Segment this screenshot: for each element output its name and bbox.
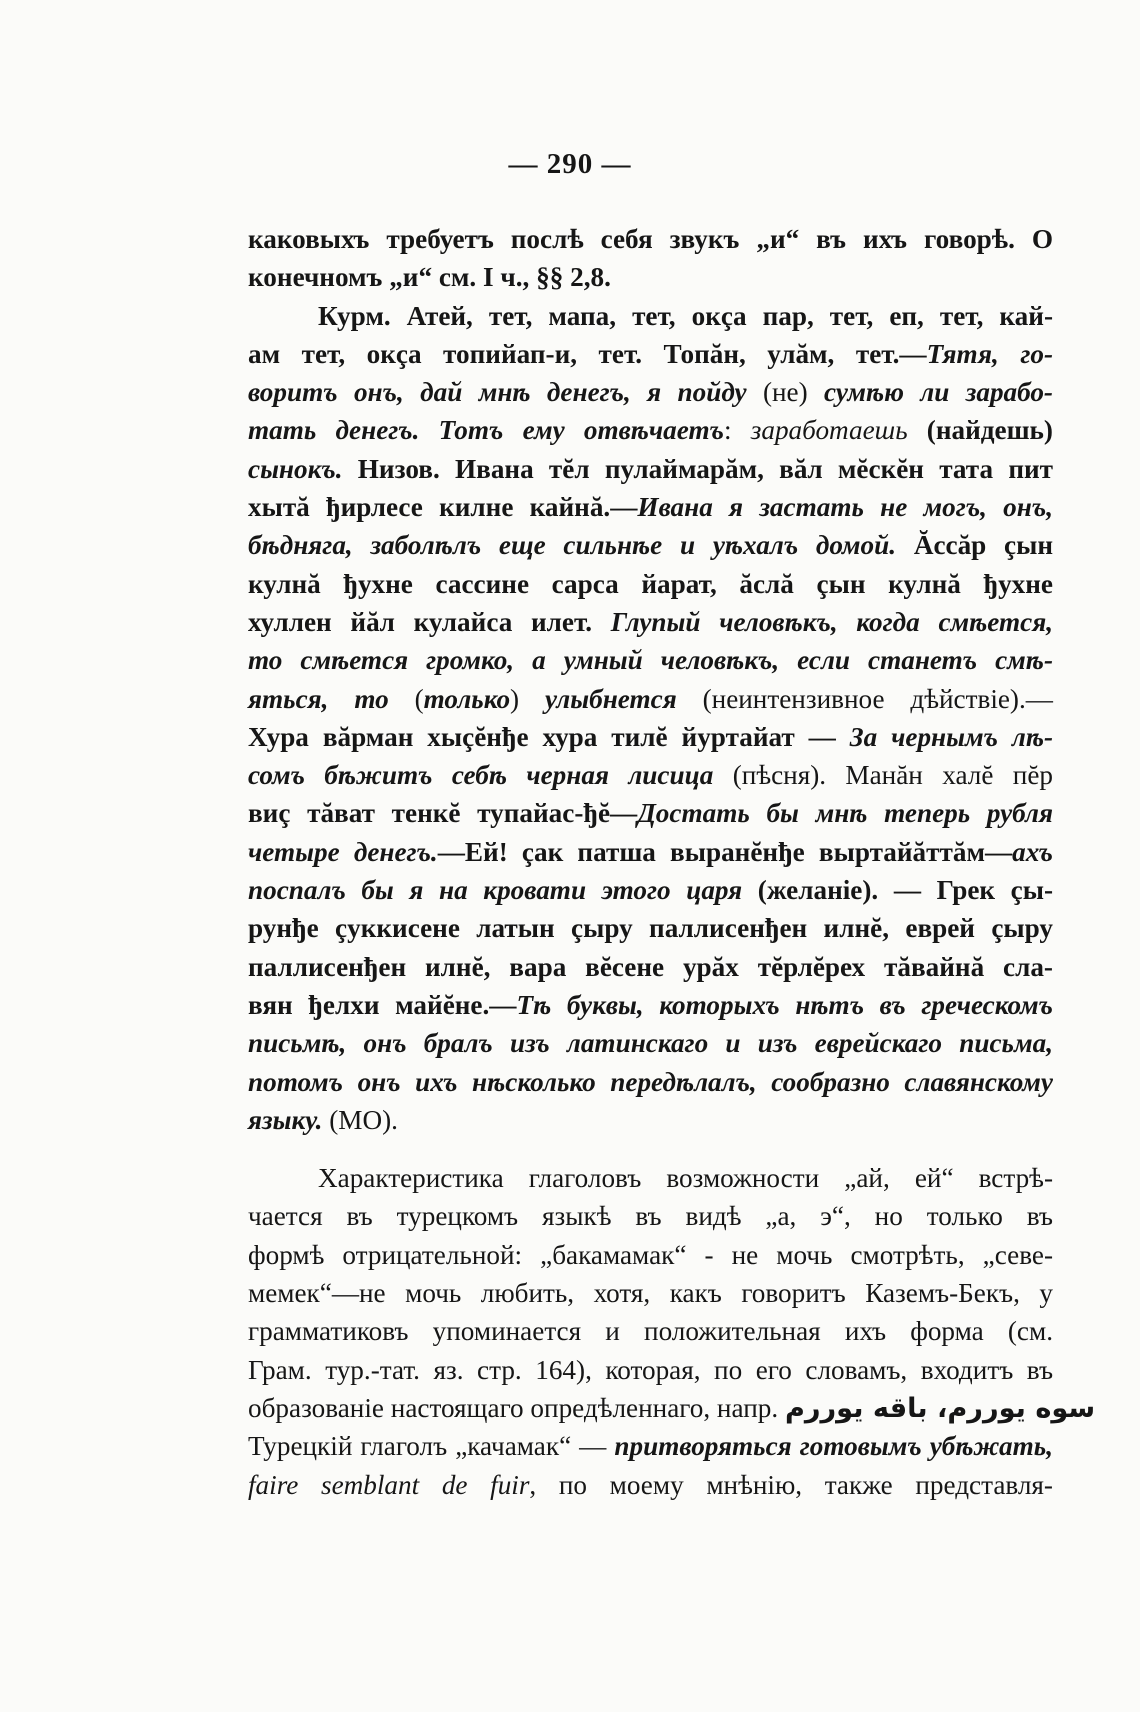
text-run: Турецкій глаголъ „качамак“ — [248,1431,615,1462]
text-run: формѣ отрицательной: „бакамамак“ - не мочь смотрѣть, „севе- [248,1239,1053,1270]
text-run: Глупый человѣкъ, когда смѣется, [610,606,1054,637]
text-line [248,1351,1053,1389]
text-run: образованіе настоящаго опредѣленнаго, напр. [248,1392,785,1423]
text-line [248,1427,1053,1465]
text-run: только [423,683,511,714]
text-run: ам тет, окçа топийап-и, тет. Топăн, улăм, тет.— [248,338,927,369]
text-run: заработаешь [750,415,908,446]
text-line [248,1312,1053,1350]
text-run: Характеристика глаголовъ возможности „ай, ей“ встрѣ- [318,1163,1053,1194]
text-run: За чернымъ лѣ- [849,721,1054,752]
text-run: : [723,415,751,446]
text-run: ( [388,683,424,714]
text-run: письмѣ, онъ бралъ изъ латинскаго и изъ еврейскаго письма, [248,1028,1053,1059]
text-run: тать денегъ. Тотъ ему отвѣчаетъ [248,415,724,446]
text-line [248,871,1053,909]
text-run: мемек“—не мочь любить, хотя, какъ говоритъ Каземъ-Бекъ, у [248,1278,1053,1309]
text-run: Курм. Атей, тет, мапа, тет, окçа пар, тет, еп, тет, кай- [318,300,1053,331]
text-line [248,526,1053,564]
text-run: чается въ турецкомъ языкѣ въ видѣ „а, э“, но только въ [248,1201,1053,1232]
text-line [248,909,1053,947]
text-run: хуллен йăл кулайса илет. [248,606,611,637]
text-line [248,258,1053,296]
text-run: faire semblant de fuir [248,1469,530,1500]
text-run: рунђе çуккисене латын çыру паллисенђен илнĕ, еврей çыру [248,913,1053,944]
text-run: виç тăват тенкĕ тупайас-ђĕ— [248,798,638,829]
text-line [248,565,1053,603]
text-run: притворяться готовымъ убѣжать, [614,1431,1053,1462]
arabic-example: سوه يوررم، باقه يوررم [784,1392,1096,1424]
text-line [248,756,1053,794]
text-line [248,986,1053,1024]
text-line [248,794,1053,832]
text-run: (не) [746,377,825,408]
text-line [248,373,1053,411]
text-line [248,450,1053,488]
page-number: — 290 — [508,148,632,180]
text-run: , по моему мнѣнію, также представля- [529,1469,1053,1500]
text-run: поспалъ бы я на кровати этого царя [248,875,743,906]
text-run: воритъ онъ, дай мнѣ денегъ, я пойду [248,377,747,408]
text-line [248,1024,1053,1062]
text-line [248,1063,1053,1101]
text-line [248,1159,1053,1197]
text-line [248,680,1053,718]
text-run: каковыхъ требуетъ послѣ себя звукъ „и“ въ ихъ говорѣ. О [248,224,1053,254]
text-line [248,833,1053,871]
text-line [248,1236,1053,1274]
text-run: вян ђелхи майĕне.— [248,989,517,1020]
text-line [248,411,1053,449]
text-line [248,1101,1053,1139]
text-run: сомъ бѣжитъ себѣ черная лисица [248,760,714,791]
text-run: (МО). [322,1104,398,1135]
text-run: —Ей! çак патша выранĕнђе выртайăттăм— [437,836,1013,867]
text-line [248,718,1053,756]
text-run: хытă ђирлесе килне кайнă.— [248,492,638,523]
text-run: паллисенђен илнĕ, вара вĕсене урăх тĕрлĕрех тăвайнă сла- [248,951,1053,982]
text-run: (найдешь) [907,415,1053,446]
text-line [248,488,1053,526]
text-run: ) [510,683,545,714]
text-run: (желаніе). — Грек çы- [742,875,1053,906]
text-line [248,948,1053,986]
text-run: кулнă ђухне сассине сарса йарат, ăслă çын кулнă ђухне [248,568,1053,599]
text-run: ахъ [1012,836,1053,867]
text-run: то смѣется громко, а умный человѣкъ, если станетъ смѣ- [248,645,1053,676]
paragraph-1 [248,220,1053,297]
text-run: улыбнется [544,683,677,714]
text-line [248,335,1053,373]
paragraph-3 [248,1159,1096,1504]
text-run: грамматиковъ упоминается и положительная ихъ форма (см. [248,1316,1053,1347]
text-line [248,603,1053,641]
text-run: конечномъ „и“ см. I ч., §§ 2,8. [248,262,611,293]
text-run: Ăссăр çын [896,530,1053,561]
text-run: Ивана я застать не могъ, онъ, [637,492,1053,523]
text-line [248,1389,1096,1427]
text-line [248,220,1053,258]
paragraph-2 [248,297,1053,1140]
text-line [248,1466,1053,1504]
text-run: (пѣсня). Манăн халĕ пĕр [713,760,1053,791]
text-run: сынокъ. [248,453,343,484]
page-text [248,220,1096,1504]
text-run: Хура вăрман хыçĕнђе хура тилĕ йуртайат — [248,721,850,752]
text-run: Грам. тур.-тат. яз. стр. 164), которая, по его словамъ, входитъ въ [248,1354,1053,1385]
text-run: Тѣ буквы, которыхъ нѣтъ въ греческомъ [516,989,1053,1020]
text-run: сумѣю ли зарабо- [824,377,1053,408]
text-line [248,641,1053,679]
text-run: потомъ онъ ихъ нѣсколько передѣлалъ, сообразно славянскому [248,1066,1053,1097]
text-line [248,1274,1053,1312]
text-run: бѣдняга, заболѣлъ еще сильнѣе и уѣхалъ домой. [248,530,897,561]
text-run: языку. [248,1104,323,1135]
text-line [248,297,1053,335]
text-line [248,1197,1053,1235]
text-run: Достать бы мнѣ теперь рубля [637,798,1053,829]
text-run: четыре денегъ. [248,836,438,867]
text-run: яться, то [248,683,389,714]
text-run: Низов. Ивана тĕл пулаймарăм, вăл мĕскĕн тата пит [342,453,1053,484]
text-run: Тятя, го- [926,338,1053,369]
text-run: (неинтензивное дѣйствіе).— [676,683,1053,714]
